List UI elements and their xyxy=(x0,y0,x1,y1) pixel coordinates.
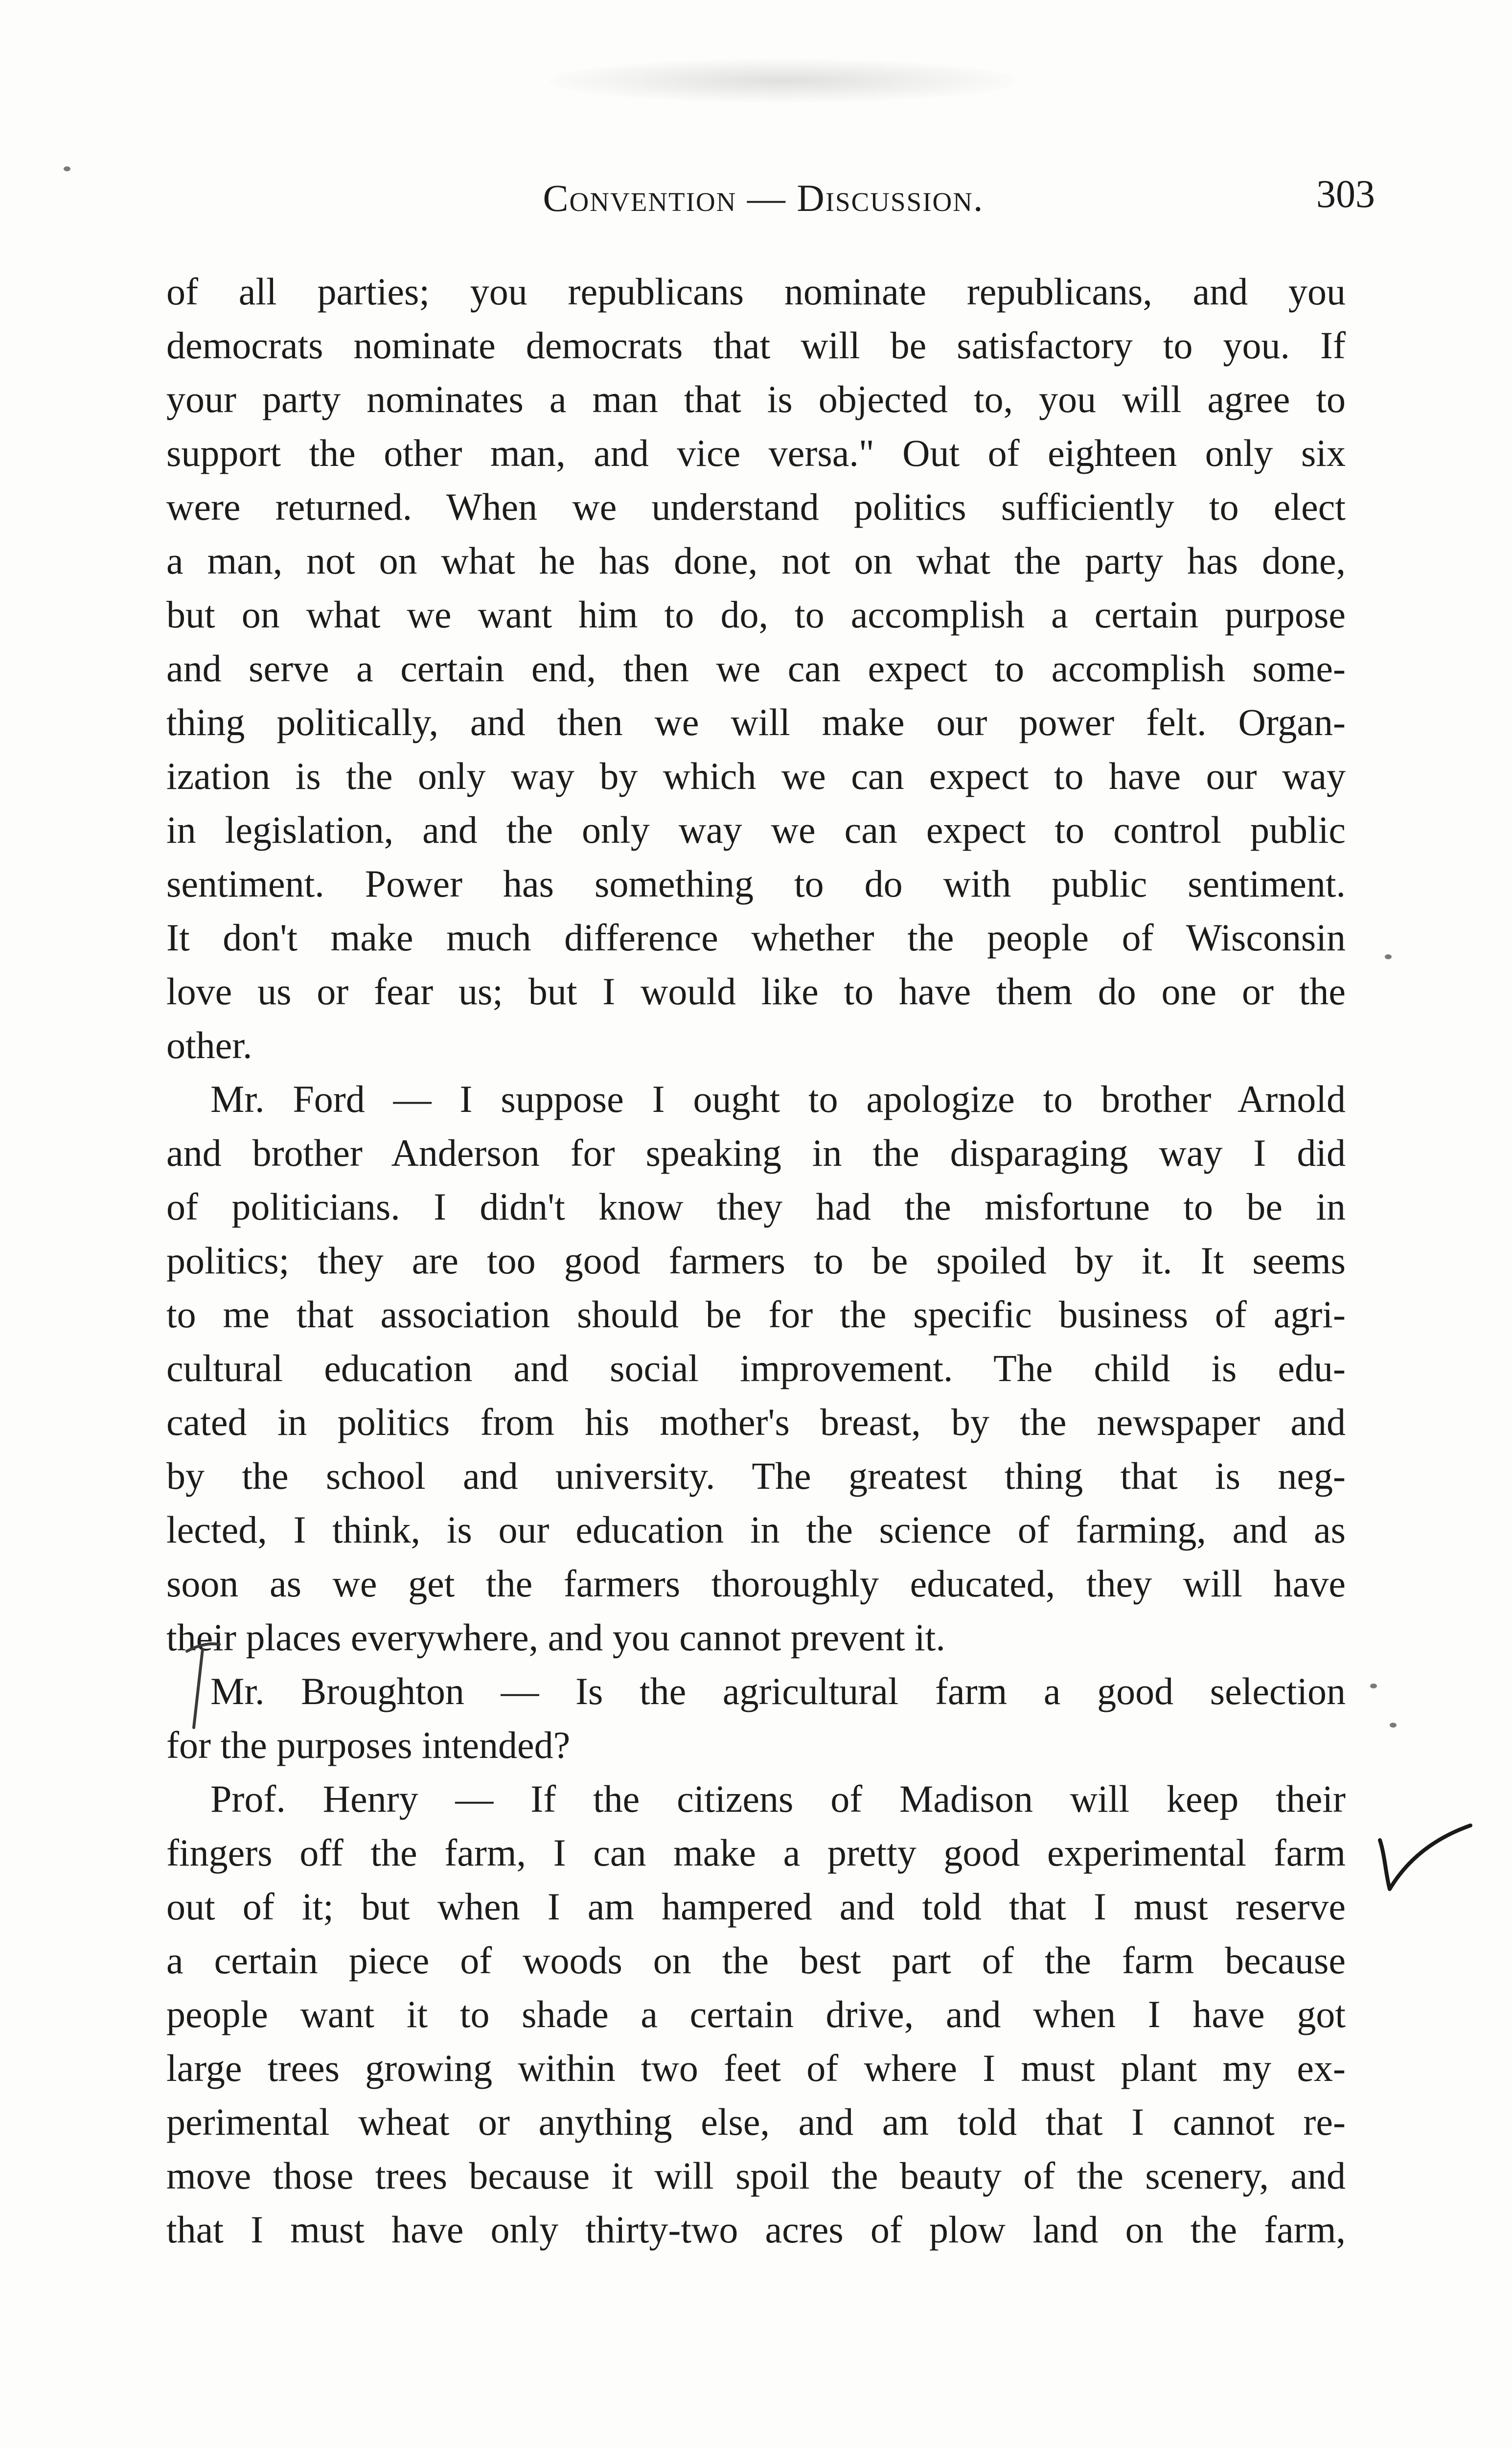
text-line: lected, I think, is our education in the science of farming, and as xyxy=(166,1508,1346,1551)
text-line: soon as we get the farmers thoroughly educated, they will have xyxy=(166,1562,1346,1605)
text-line: democrats nominate democrats that will be satisfactory to you. If xyxy=(166,324,1346,367)
text-line: but on what we want him to do, to accomplish a certain purpose xyxy=(166,593,1346,636)
text-line: people want it to shade a certain drive, and when I have got xyxy=(166,1993,1346,2035)
paragraph-start: Mr. Broughton — Is the agricultural farm a good selection xyxy=(210,1670,1346,1712)
pencil-stroke-icon xyxy=(161,1630,240,1737)
text-line: support the other man, and vice versa." Out of eighteen only six xyxy=(166,432,1346,474)
paragraph-start: Prof. Henry — If the citizens of Madison will keep their xyxy=(210,1778,1346,1820)
text-line: other. xyxy=(166,1024,252,1066)
text-line: in legislation, and the only way we can expect to control public xyxy=(166,808,1346,851)
scan-smudge xyxy=(548,59,1018,103)
text-line: of politicians. I didn't know they had the misfortune to be in xyxy=(166,1185,1346,1228)
text-line: sentiment. Power has something to do with public sentiment. xyxy=(166,862,1346,905)
text-line: thing politically, and then we will make our power felt. Organ- xyxy=(166,701,1346,743)
text-line: to me that association should be for the specific business of agri- xyxy=(166,1293,1346,1336)
text-line: ization is the only way by which we can expect to have our way xyxy=(166,755,1346,797)
text-line: perimental wheat or anything else, and am told that I cannot re- xyxy=(166,2101,1346,2143)
text-line: out of it; but when I am hampered and told that I must reserve xyxy=(166,1885,1346,1928)
text-line: fingers off the farm, I can make a pretty good experimental farm xyxy=(166,1831,1346,1874)
text-line: cated in politics from his mother's breast, by the newspaper and xyxy=(166,1401,1346,1443)
page-number: 303 xyxy=(1316,173,1375,216)
text-line: politics; they are too good farmers to be spoiled by it. It seems xyxy=(166,1239,1346,1282)
text-line: of all parties; you republicans nominate republicans, and you xyxy=(166,270,1346,313)
running-head: Convention — Discussion. xyxy=(543,177,984,219)
paragraph-start: Mr. Ford — I suppose I ought to apologize to brother Arnold xyxy=(210,1078,1346,1120)
text-line: and brother Anderson for speaking in the disparaging way I did xyxy=(166,1131,1346,1174)
scan-speck xyxy=(1390,1723,1397,1728)
scan-speck xyxy=(64,166,70,171)
text-line: by the school and university. The greatest thing that is neg- xyxy=(166,1454,1346,1497)
text-line: a man, not on what he has done, not on what the party has done, xyxy=(166,539,1346,582)
scan-speck xyxy=(1385,954,1392,959)
text-line: your party nominates a man that is objected to, you will agree to xyxy=(166,378,1346,420)
text-line: that I must have only thirty-two acres of plow land on the farm, xyxy=(166,2208,1346,2251)
text-line: for the purposes intended? xyxy=(166,1724,571,1766)
text-line: large trees growing within two feet of where I must plant my ex- xyxy=(166,2047,1346,2089)
check-mark-icon xyxy=(1370,1821,1478,1904)
text-line: and serve a certain end, then we can expect to accomplish some- xyxy=(166,647,1346,690)
scan-speck xyxy=(1370,1684,1377,1688)
text-line: their places everywhere, and you cannot prevent it. xyxy=(166,1616,945,1659)
text-line: It don't make much difference whether the people of Wisconsin xyxy=(166,916,1346,959)
text-line: move those trees because it will spoil the beauty of the scenery, and xyxy=(166,2154,1346,2197)
text-line: a certain piece of woods on the best part of the farm because xyxy=(166,1939,1346,1982)
text-line: cultural education and social improvement. The child is edu- xyxy=(166,1347,1346,1389)
text-line: were returned. When we understand politics sufficiently to elect xyxy=(166,485,1346,528)
text-line: love us or fear us; but I would like to have them do one or the xyxy=(166,970,1346,1013)
